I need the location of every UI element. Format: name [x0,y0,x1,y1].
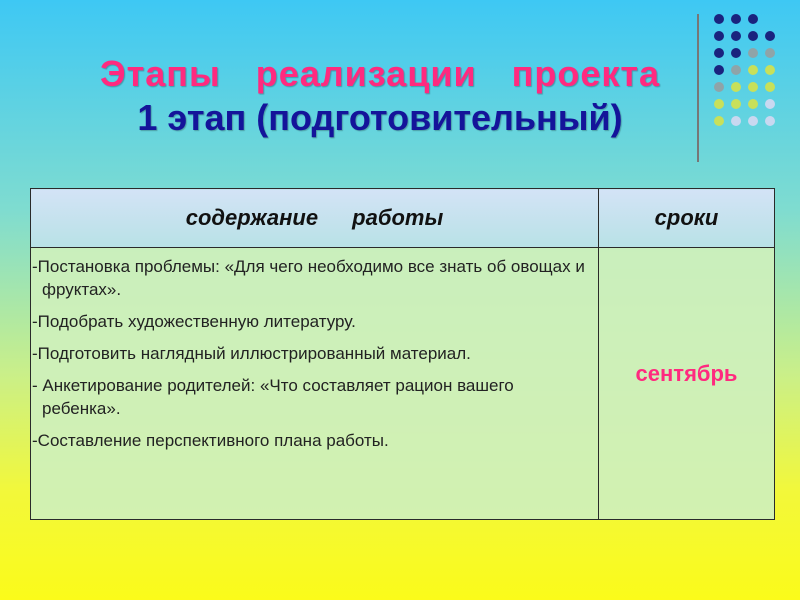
decorative-dot-grid [714,14,794,134]
list-item: - Анкетирование родителей: «Что составляет рацион вашего ребенка». [32,376,514,418]
decorative-dot [731,31,741,41]
decorative-dot [731,48,741,58]
slide-title [40,52,720,140]
decorative-dot [714,82,724,92]
decorative-dot [765,31,775,41]
task-text: Подготовить наглядный иллюстрированный материал. [37,344,471,363]
decorative-dot [714,48,724,58]
task-text: Подобрать художественную литературу. [37,312,356,331]
decorative-dot [765,116,775,126]
project-stage-table [30,188,775,520]
title-line-2: 1 этап (подготовительный) [137,97,623,138]
decorative-dot [714,65,724,75]
decorative-dot [748,31,758,41]
task-list [32,249,597,467]
list-item: -Составление перспективного плана работы. [32,431,389,450]
list-item: -Подобрать художественную литературу. [32,312,356,331]
decorative-dot [765,48,775,58]
deadline-cell [599,248,775,520]
table-header-row [31,189,775,248]
decorative-dot [731,65,741,75]
decorative-dot [731,116,741,126]
list-item: -Подготовить наглядный иллюстрированный материал. [32,344,471,363]
title-line-1: Этапы реализации проекта [99,53,661,94]
decorative-dot [748,48,758,58]
decorative-dot [748,116,758,126]
decorative-dot [731,99,741,109]
decorative-dot [714,116,724,126]
task-text: Анкетирование родителей: «Что составляет рацион вашего ребенка». [37,376,514,418]
decorative-dot [731,82,741,92]
header-deadline: сроки [599,189,775,248]
header-content-label: содержание работы [185,205,444,230]
deadline-value: сентябрь [635,360,738,386]
table-row [31,248,775,520]
task-text: Постановка проблемы: «Для чего необходимо все знать об овощах и фруктах». [37,257,585,299]
list-item: -Постановка проблемы: «Для чего необходимо все знать об овощах и фруктах». [32,257,585,299]
decorative-dot [765,82,775,92]
decorative-dot [714,14,724,24]
decorative-dot [748,82,758,92]
task-text: Составление перспективного плана работы. [37,431,389,450]
decorative-dot [765,65,775,75]
decorative-dot [714,31,724,41]
decorative-dot [748,99,758,109]
decorative-dot [765,99,775,109]
tasks-cell [31,248,599,520]
decorative-vertical-line [697,14,699,162]
header-content [31,189,599,248]
decorative-dot [731,14,741,24]
decorative-dot [748,65,758,75]
decorative-dot [714,99,724,109]
decorative-dot [748,14,758,24]
